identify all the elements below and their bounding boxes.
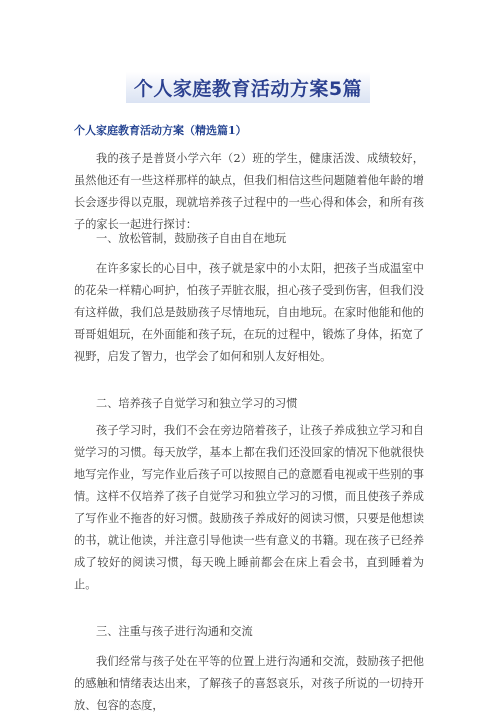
section-body-1: 在许多家长的心目中，孩子就是家中的小太阳，把孩子当成温室中的花朵一样精心呵护，怕孩子弄脏衣服，担心孩子受到伤害，但我们没有这样做，我们总是鼓励孩子尽情地玩，自由地玩。在家时他能和他的哥哥姐姐玩，在外面能和孩子玩，在玩的过程中，锻炼了身体，拓宽了视野，启发了智力，也学会了如何和别人友好相处。 (74, 262, 424, 363)
section-subtitle: 个人家庭教育活动方案（精选篇1） (74, 124, 247, 137)
document-title: 个人家庭教育活动方案5篇 (126, 72, 370, 103)
intro-paragraph: 我的孩子是普贤小学六年（2）班的学生，健康活泼、成绩较好，虽然他还有一些这样那样的缺点，但我们相信这些问题随着他年龄的增长会逐步得以克服，现就培养孩子过程中的一些心得和体会，和所有孩子的家长一起进行探讨： (74, 152, 424, 231)
section-body-3: 我们经常与孩子处在平等的位置上进行沟通和交流，鼓励孩子把他的感触和情绪表达出来，了解孩子的喜怒哀乐，对孩子所说的一切持开放、包容的态度， (74, 655, 424, 712)
section-heading-1: 一、放松管制，鼓励孩子自由自在地玩 (96, 232, 287, 245)
title-container (0, 72, 496, 103)
section-heading-3: 三、注重与孩子进行沟通和交流 (96, 625, 253, 638)
section-heading-2: 二、培养孩子自觉学习和独立学习的习惯 (96, 397, 298, 410)
section-body-2: 孩子学习时，我们不会在旁边陪着孩子，让孩子养成独立学习和自觉学习的习惯。每天放学，基本上都在我们还没回家的情况下他就很快地写完作业，写完作业后孩子可以按照自己的意愿看电视或干些别的事情。这样不仅培养了孩子自觉学习和独立学习的习惯，而且使孩子养成了写作业不拖沓的好习惯。鼓励孩子养成好的阅读习惯，只要是他想读的书，就让他读，并注意引导他读一些有意义的书籍。现在孩子已经养成了较好的阅读习惯，每天晚上睡前都会在床上看会书，直到睡着为止。 (74, 424, 424, 591)
